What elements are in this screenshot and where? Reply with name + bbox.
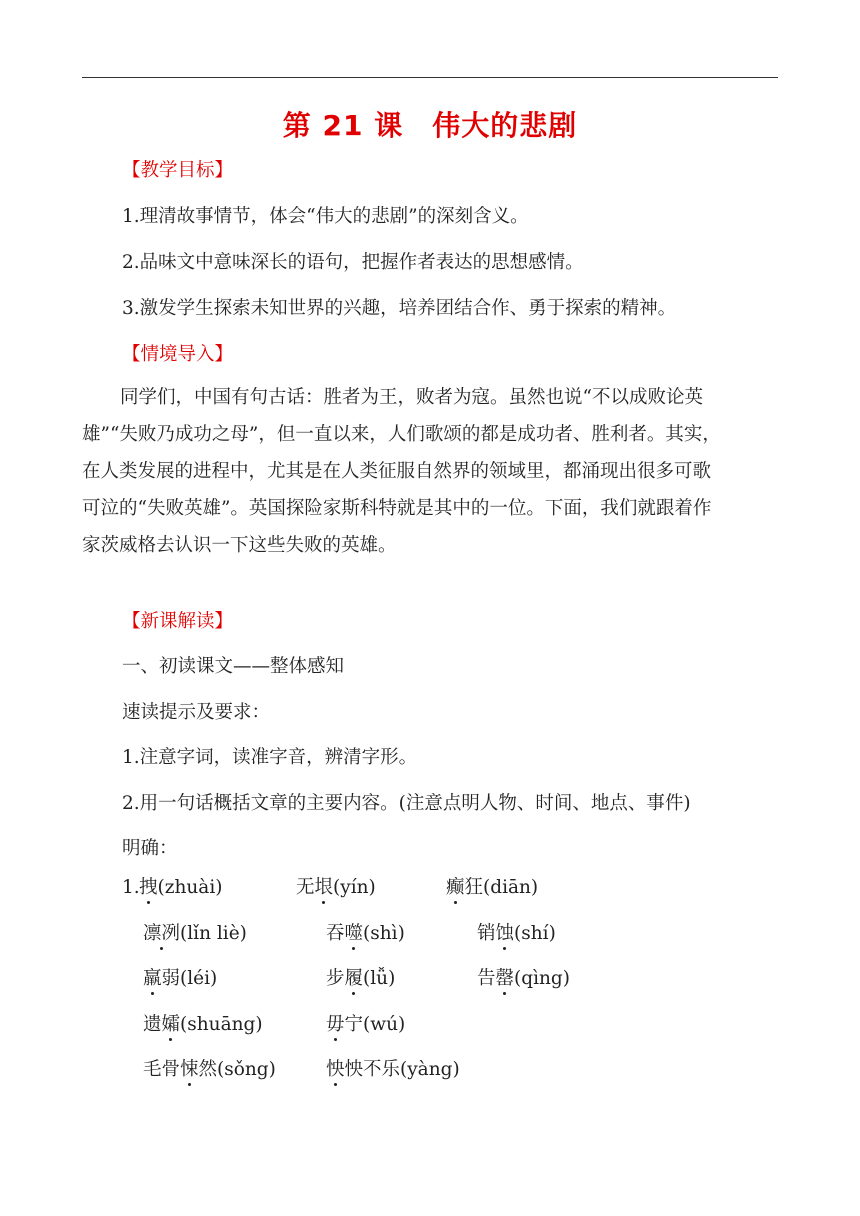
vocab-emphasis-char: 蚀 xyxy=(495,923,515,944)
vocab-emphasis-char: 毋 xyxy=(326,1014,345,1035)
vocab-pinyin: (shuāng) xyxy=(180,1014,263,1035)
vocab-pinyin: (lǐn liè) xyxy=(180,923,247,944)
vocab-pinyin: 怏不乐(yàng) xyxy=(344,1059,460,1080)
answer-label: 明确： xyxy=(122,838,178,859)
vocab-pinyin: 弱(léi) xyxy=(161,968,218,989)
goal-item-1: 1.理清故事情节，体会“伟大的悲剧”的深刻含义。 xyxy=(122,206,529,227)
goal-item-2: 2.品味文中意味深长的语句，把握作者表达的思想感情。 xyxy=(122,252,584,273)
vocab-pinyin: 然(sǒng) xyxy=(198,1059,276,1080)
vocab-text: 无 xyxy=(296,877,315,898)
vocab-item xyxy=(296,876,376,900)
vocab-pinyin: (shì) xyxy=(363,923,405,944)
vocab-item xyxy=(326,922,405,946)
vocab-emphasis-char: 履 xyxy=(344,968,364,989)
vocab-text: 吞 xyxy=(326,923,345,944)
vocab-emphasis-char: 拽 xyxy=(139,877,158,898)
vocab-emphasis-char: 孀 xyxy=(161,1014,181,1035)
vocab-item xyxy=(143,1013,263,1037)
section-heading-goals: 【教学目标】 xyxy=(122,160,234,181)
intro-line: 可泣的“失败英雄”。英国探险家斯科特就是其中的一位。下面，我们就跟着作 xyxy=(82,498,712,519)
vocab-item xyxy=(477,922,556,946)
vocab-prefix: 1. xyxy=(122,877,140,898)
vocab-item xyxy=(326,1013,405,1037)
section-heading-intro: 【情境导入】 xyxy=(122,344,234,365)
vocab-emphasis-char: 垠 xyxy=(314,877,334,898)
vocab-item xyxy=(143,922,247,946)
vocab-item xyxy=(139,876,222,900)
vocab-pinyin: (qìng) xyxy=(514,968,570,989)
vocab-text: 步 xyxy=(326,968,345,989)
vocab-text: 毛骨 xyxy=(143,1059,181,1080)
vocab-pinyin: (zhuài) xyxy=(157,877,223,898)
vocab-item xyxy=(477,967,570,991)
vocab-text: 销 xyxy=(477,923,496,944)
vocab-emphasis-char: 癫 xyxy=(446,877,465,898)
intro-line: 在人类发展的进程中，尤其是在人类征服自然界的领域里，都涌现出很多可歌 xyxy=(82,461,712,482)
section-heading-lesson: 【新课解读】 xyxy=(122,611,234,632)
goal-item-3: 3.激发学生探索未知世界的兴趣，培养团结合作、勇于探索的精神。 xyxy=(122,298,677,319)
vocab-pinyin: (shí) xyxy=(514,923,556,944)
vocab-pinyin: (yín) xyxy=(333,877,376,898)
vocab-text: 告 xyxy=(477,968,496,989)
vocab-emphasis-char: 凛冽 xyxy=(143,923,181,944)
tip-item-1: 1.注意字词，读准字音，辨清字形。 xyxy=(122,747,418,768)
vocab-pinyin: 宁(wú) xyxy=(344,1014,406,1035)
vocab-emphasis-char: 罄 xyxy=(495,968,515,989)
vocab-emphasis-char: 羸 xyxy=(143,968,162,989)
tip-item-2: 2.用一句话概括文章的主要内容。(注意点明人物、时间、地点、事件) xyxy=(122,793,691,814)
part-1-heading: 一、初读课文——整体感知 xyxy=(122,656,345,677)
intro-line: 同学们，中国有句古话：胜者为王，败者为寇。虽然也说“不以成败论英 xyxy=(120,387,703,408)
vocab-emphasis-char: 悚 xyxy=(180,1059,199,1080)
tips-label: 速读提示及要求： xyxy=(122,702,271,723)
lesson-title: 第 21 课 伟大的悲剧 xyxy=(282,109,578,142)
vocab-item xyxy=(326,967,395,991)
intro-line: 家茨威格去认识一下这些失败的英雄。 xyxy=(82,535,397,556)
vocab-item xyxy=(143,967,217,991)
vocab-text: 遗 xyxy=(143,1014,162,1035)
vocab-item xyxy=(446,876,538,900)
vocab-pinyin: 狂(diān) xyxy=(464,877,539,898)
intro-line: 雄”“失败乃成功之母”，但一直以来，人们歌颂的都是成功者、胜利者。其实， xyxy=(82,424,721,445)
intro-paragraph xyxy=(82,379,782,564)
vocab-emphasis-char: 怏 xyxy=(326,1059,345,1080)
vocab-pinyin: (lǚ) xyxy=(363,968,396,989)
vocab-item xyxy=(326,1058,460,1082)
vocab-emphasis-char: 噬 xyxy=(344,923,364,944)
vocab-item xyxy=(143,1058,276,1082)
header-rule xyxy=(82,77,778,78)
